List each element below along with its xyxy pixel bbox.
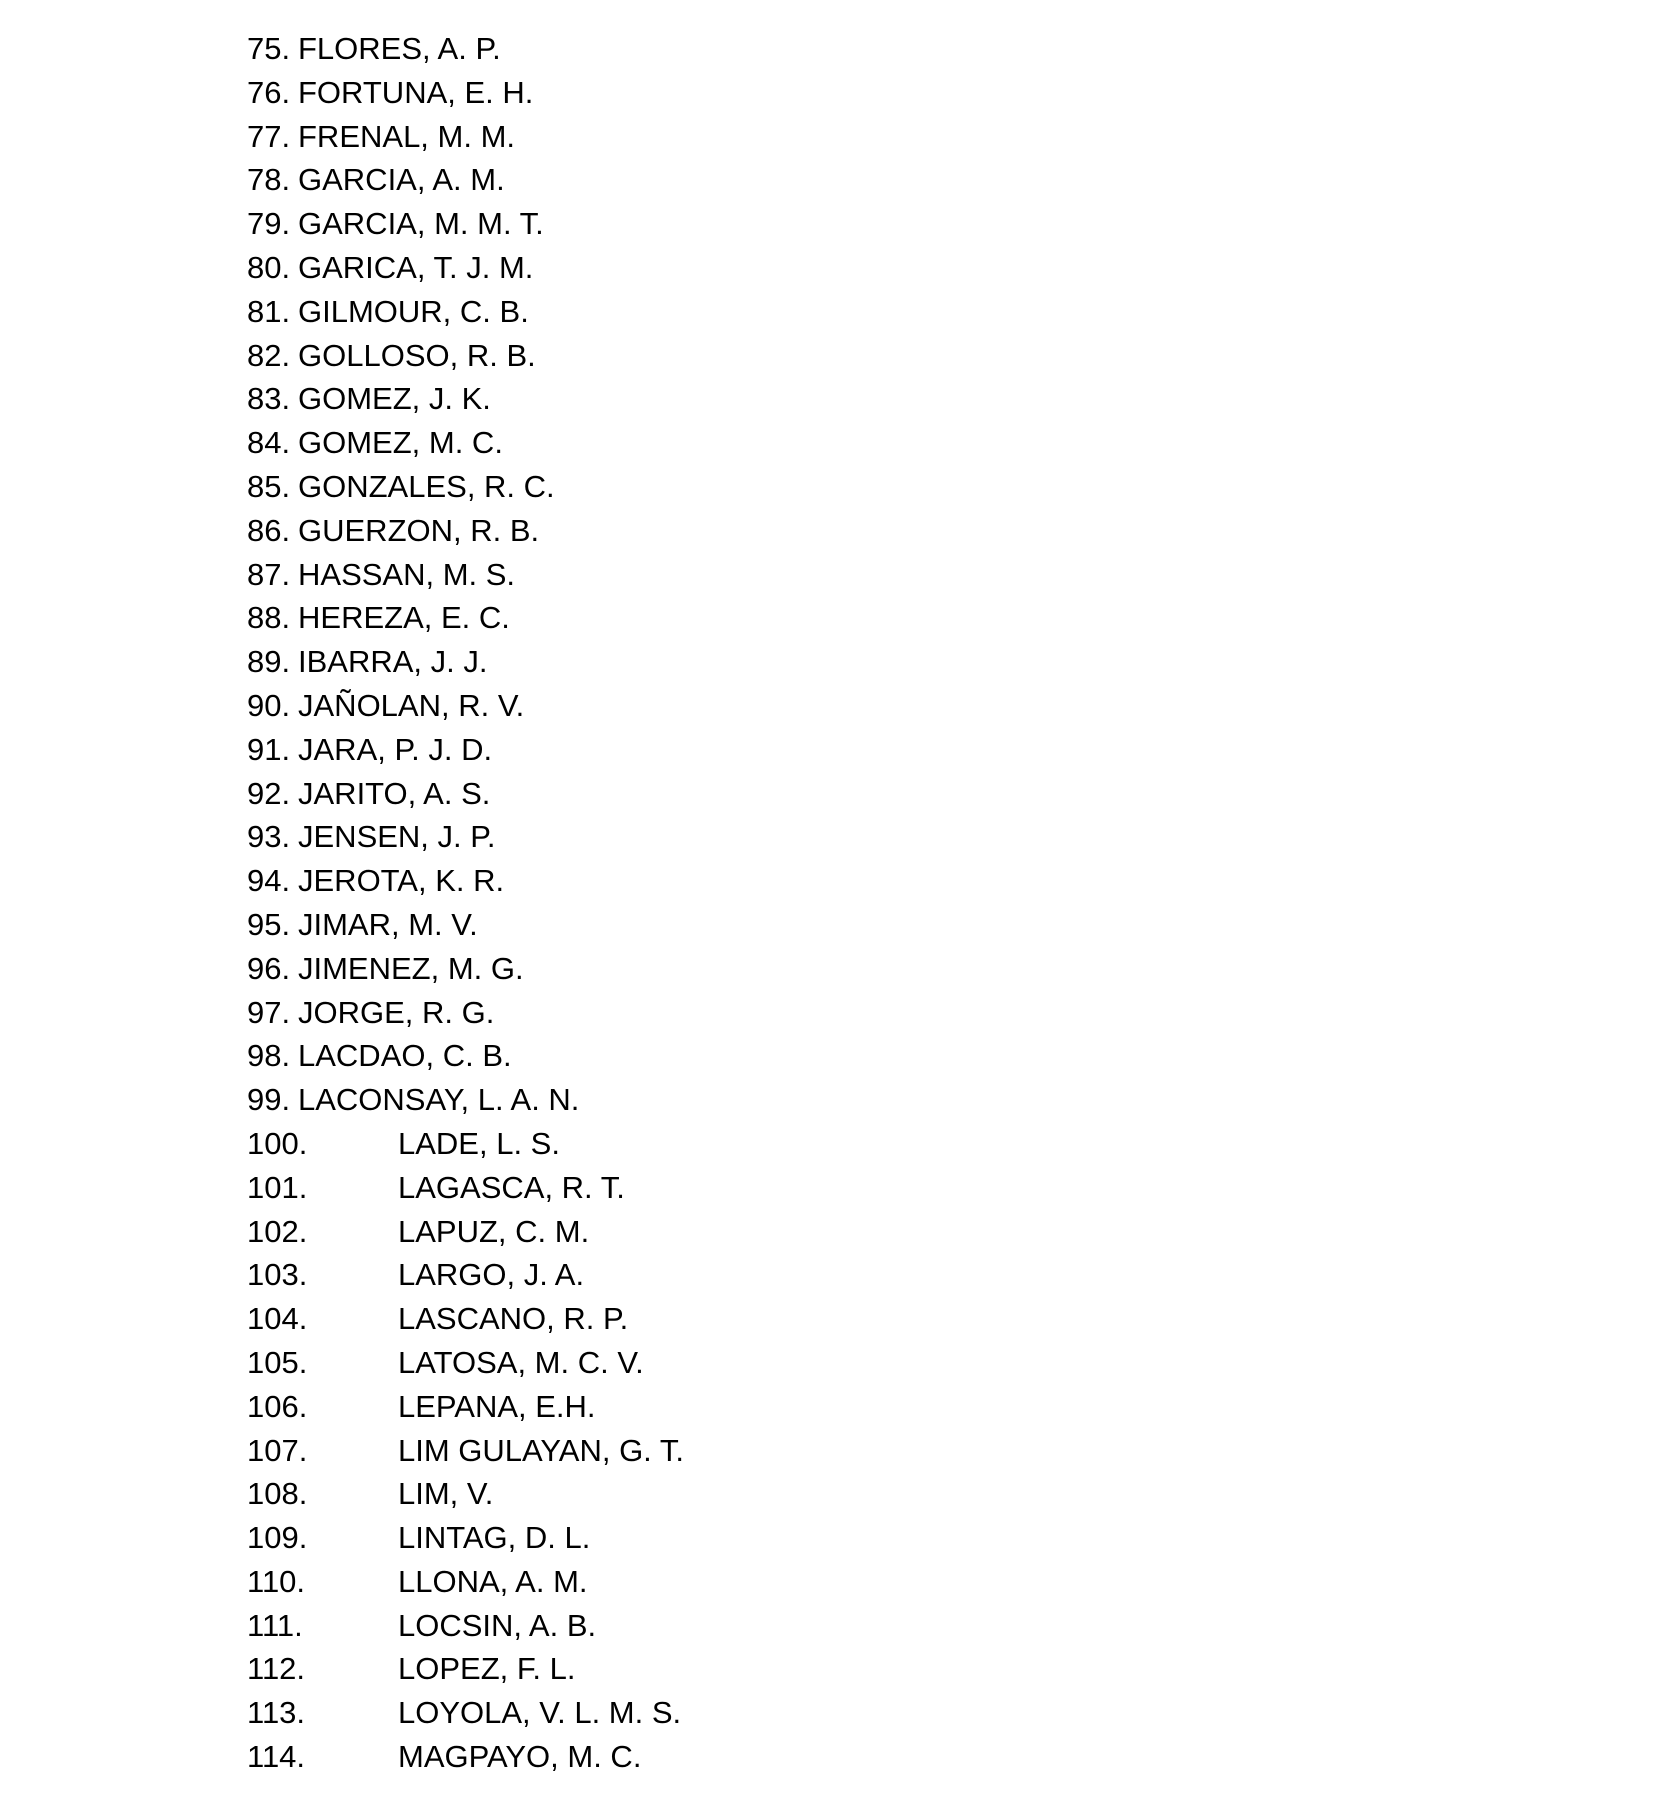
item-number: 84. <box>247 425 291 461</box>
item-number: 78. <box>247 162 291 198</box>
list-item <box>247 772 684 816</box>
item-name: JAÑOLAN, R. V. <box>298 687 525 723</box>
list-item <box>247 991 684 1035</box>
item-name: GARCIA, M. M. T. <box>298 206 544 242</box>
item-name: JORGE, R. G. <box>298 994 495 1030</box>
item-number: 111. <box>247 1607 303 1643</box>
item-name: LASCANO, R. P. <box>398 1301 629 1337</box>
list-item <box>247 158 684 202</box>
item-name: MAGPAYO, M. C. <box>398 1739 642 1775</box>
item-name: LACONSAY, L. A. N. <box>298 1082 580 1118</box>
item-number: 85. <box>247 468 291 504</box>
list-item <box>247 596 684 640</box>
item-name: FLORES, A. P. <box>298 31 501 66</box>
list-item <box>247 903 684 947</box>
item-name: LEPANA, E.H. <box>398 1388 596 1424</box>
item-number: 76. <box>247 74 291 110</box>
item-number: 89. <box>247 644 291 680</box>
list-item <box>247 1297 684 1341</box>
item-number: 87. <box>247 556 291 592</box>
item-number: 99. <box>247 1082 291 1118</box>
item-name: LOYOLA, V. L. M. S. <box>398 1695 682 1731</box>
item-name: JIMAR, M. V. <box>298 906 478 942</box>
item-number: 83. <box>247 381 291 417</box>
list-item <box>247 246 684 290</box>
item-name: GONZALES, R. C. <box>298 468 555 504</box>
item-name: GARCIA, A. M. <box>298 162 505 198</box>
item-name: GILMOUR, C. B. <box>298 293 529 329</box>
item-number: 107. <box>247 1432 308 1468</box>
item-name: GARICA, T. J. M. <box>298 249 534 285</box>
list-item <box>247 334 684 378</box>
list-item <box>247 947 684 991</box>
list-item <box>247 1166 684 1210</box>
item-name: LACDAO, C. B. <box>298 1038 512 1074</box>
list-item <box>247 421 684 465</box>
item-number: 95. <box>247 906 291 942</box>
list-item <box>247 553 684 597</box>
list-item <box>247 1472 684 1516</box>
item-number: 94. <box>247 863 291 899</box>
item-number: 110. <box>247 1563 306 1599</box>
item-name: GOLLOSO, R. B. <box>298 337 536 373</box>
item-number: 106. <box>247 1388 308 1424</box>
item-number: 97. <box>247 994 291 1030</box>
list-item <box>247 1735 684 1779</box>
item-number: 103. <box>247 1257 308 1293</box>
item-number: 96. <box>247 950 291 986</box>
item-name: LIM, V. <box>398 1476 494 1512</box>
item-number: 105. <box>247 1344 308 1380</box>
list-item <box>247 728 684 772</box>
item-name: JARITO, A. S. <box>298 775 491 811</box>
list-item <box>247 509 684 553</box>
item-name: HASSAN, M. S. <box>298 556 516 592</box>
item-name: GOMEZ, J. K. <box>298 381 491 417</box>
item-number: 77. <box>247 118 291 154</box>
list-item <box>247 1385 684 1429</box>
item-name: JEROTA, K. R. <box>298 863 505 899</box>
item-number: 113. <box>247 1695 306 1731</box>
item-number: 80. <box>247 249 291 285</box>
item-number: 86. <box>247 512 291 548</box>
list-item <box>247 71 684 115</box>
item-name: JARA, P. J. D. <box>298 731 493 767</box>
item-name: LINTAG, D. L. <box>398 1520 591 1556</box>
list-item <box>247 1253 684 1297</box>
item-number: 75. <box>247 31 291 66</box>
item-name: LATOSA, M. C. V. <box>398 1344 644 1380</box>
item-number: 114. <box>247 1739 306 1775</box>
item-name: LARGO, J. A. <box>398 1257 585 1293</box>
item-number: 100. <box>247 1125 308 1161</box>
item-name: FRENAL, M. M. <box>298 118 516 154</box>
list-item <box>247 815 684 859</box>
list-item <box>247 27 684 71</box>
item-number: 81. <box>247 293 291 329</box>
item-number: 93. <box>247 819 291 855</box>
item-name: IBARRA, J. J. <box>298 644 488 680</box>
list-item <box>247 1691 684 1735</box>
item-name: GUERZON, R. B. <box>298 512 540 548</box>
item-name: GOMEZ, M. C. <box>298 425 503 461</box>
list-item <box>247 1341 684 1385</box>
list-item <box>247 1647 684 1691</box>
item-name: JIMENEZ, M. G. <box>298 950 524 986</box>
item-number: 82. <box>247 337 291 373</box>
item-number: 79. <box>247 206 291 242</box>
list-item <box>247 859 684 903</box>
item-number: 108. <box>247 1476 308 1512</box>
list-item <box>247 1429 684 1473</box>
item-name: FORTUNA, E. H. <box>298 74 534 110</box>
item-number: 102. <box>247 1213 308 1249</box>
list-item <box>247 1560 684 1604</box>
item-number: 101. <box>247 1169 308 1205</box>
list-item <box>247 1604 684 1648</box>
list-item <box>247 684 684 728</box>
list-item <box>247 1034 684 1078</box>
name-list <box>247 27 684 1779</box>
item-number: 92. <box>247 775 291 811</box>
list-item <box>247 290 684 334</box>
list-item <box>247 1210 684 1254</box>
list-item <box>247 640 684 684</box>
item-number: 88. <box>247 600 291 636</box>
list-item <box>247 1078 684 1122</box>
item-name: LOCSIN, A. B. <box>398 1607 597 1643</box>
item-number: 91. <box>247 731 291 767</box>
item-number: 104. <box>247 1301 308 1337</box>
item-name: LLONA, A. M. <box>398 1563 588 1599</box>
item-name: HEREZA, E. C. <box>298 600 510 636</box>
item-number: 112. <box>247 1651 306 1687</box>
item-name: LAPUZ, C. M. <box>398 1213 590 1249</box>
list-item <box>247 377 684 421</box>
item-number: 90. <box>247 687 291 723</box>
list-item <box>247 465 684 509</box>
item-name: LADE, L. S. <box>398 1125 560 1161</box>
item-name: JENSEN, J. P. <box>298 819 496 855</box>
list-item <box>247 202 684 246</box>
item-name: LAGASCA, R. T. <box>398 1169 625 1205</box>
item-number: 98. <box>247 1038 291 1074</box>
item-number: 109. <box>247 1520 308 1556</box>
list-item <box>247 1516 684 1560</box>
item-name: LIM GULAYAN, G. T. <box>398 1432 684 1468</box>
list-item <box>247 115 684 159</box>
item-name: LOPEZ, F. L. <box>398 1651 576 1687</box>
list-item <box>247 1122 684 1166</box>
